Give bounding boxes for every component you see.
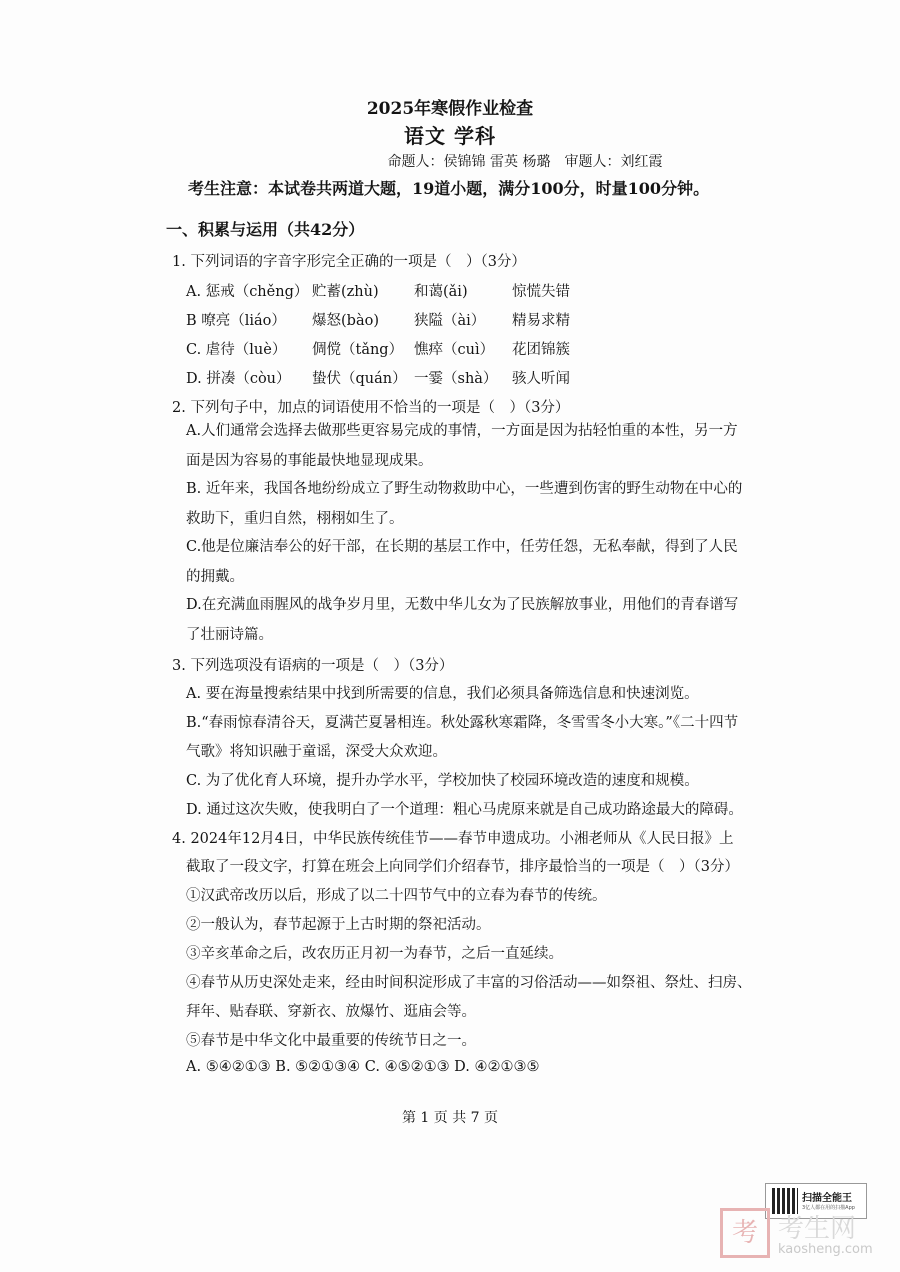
q1-row-d: [186, 367, 632, 388]
q2-option-c: C.他是位廉洁奉公的好干部，在长期的基层工作中，任劳任怨，无私奉献，得到了人民的拥戴。: [186, 539, 738, 585]
q1-c-1: C. 虐待（luè）: [186, 342, 287, 358]
q4-sentence-2: ②一般认为，春节起源于上古时期的祭祀活动。: [186, 917, 491, 933]
exam-title: 2025年寒假作业检查: [366, 99, 534, 119]
q3-option-b-line1: B.“春雨惊春清谷天，夏满芒夏暑相连。秋处露秋寒霜降，冬雪雪冬小大寒。”《二十四节: [186, 715, 739, 731]
exam-notice: 考生注意：本试卷共两道大题，19道小题，满分100分，时量100分钟。: [188, 179, 710, 198]
q2-option-a: A.人们通常会选择去做那些更容易完成的事情，一方面是因为拈轻怕重的本性，另一方面是因为容易的事能最快地显现成果。: [186, 423, 738, 469]
q4-sentence-5: ⑤春节是中华文化中最重要的传统节日之一。: [186, 1033, 476, 1049]
q1-d-2: 蛰伏（quán）: [312, 371, 407, 387]
q1-d-3: 一霎（shà）: [414, 371, 498, 387]
q4-stem-line1: 4. 2024年12月4日，中华民族传统佳节——春节申遗成功。小湘老师从《人民日报》上: [172, 831, 734, 847]
q1-a-4: 惊慌失错: [512, 284, 570, 300]
q1-a-2: 贮蓄(zhù): [312, 284, 379, 300]
q1-b-1: B 嘹亮（liáo）: [186, 313, 286, 329]
page-number: 第 1 页 共 7 页: [401, 1110, 499, 1126]
authors-line: 命题人：侯锦锦 雷英 杨璐 审题人：刘红霞: [387, 154, 663, 170]
q3-option-d: D. 通过这次失败，使我明白了一个道理：粗心马虎原来就是自己成功路途最大的障碍。: [186, 802, 743, 818]
scanner-subtitle: 3亿人都在用的扫描App: [802, 1205, 855, 1211]
q3-option-b-line2: 气歌》将知识融于童谣，深受大众欢迎。: [186, 744, 447, 760]
q1-b-2: 爆怒(bào): [312, 313, 379, 329]
subject-title: 语文 学科: [404, 124, 496, 148]
q2-option-d: D.在充满血雨腥风的战争岁月里，无数中华儿女为了民族解放事业，用他们的青春谱写了壮丽诗篇。: [186, 597, 739, 643]
q4-stem-line2: 截取了一段文字，打算在班会上向同学们介绍春节，排序最恰当的一项是（ ）（3分）: [186, 859, 739, 875]
q1-row-a: [186, 280, 632, 301]
q3-stem: 3. 下列选项没有语病的一项是（ ）（3分）: [172, 658, 454, 674]
q2-option-b: B. 近年来，我国各地纷纷成立了野生动物救助中心，一些遭到伤害的野生动物在中心的救助下，重归自然，栩栩如生了。: [186, 481, 743, 527]
q1-d-4: 骇人听闻: [512, 371, 570, 387]
q3-option-a: A. 要在海量搜索结果中找到所需要的信息，我们必须具备筛选信息和快速浏览。: [186, 686, 699, 702]
q1-row-c: [186, 338, 632, 359]
q1-a-1: A. 惩戒（chěng）: [186, 284, 309, 300]
q3-option-c: C. 为了优化育人环境，提升办学水平，学校加快了校园环境改造的速度和规模。: [186, 773, 699, 789]
section-1-title: 一、积累与运用（共42分）: [166, 220, 365, 239]
q1-b-4: 精易求精: [512, 313, 570, 329]
q1-b-3: 狭隘（ài）: [414, 313, 486, 329]
q1-c-3: 憔瘁（cuì）: [414, 342, 495, 358]
q1-d-1: D. 拼凑（còu）: [186, 371, 291, 387]
q1-c-4: 花团锦簇: [512, 342, 570, 358]
q4-sentence-1: ①汉武帝改历以后，形成了以二十四节气中的立春为春节的传统。: [186, 888, 607, 904]
q4-sentence-3: ③辛亥革命之后，改农历正月初一为春节，之后一直延续。: [186, 946, 563, 962]
q4-sentence-4-line2: 拜年、贴春联、穿新衣、放爆竹、逛庙会等。: [186, 1004, 476, 1020]
q2-stem: 2. 下列句子中，加点的词语使用不恰当的一项是（ ）（3分）: [172, 400, 570, 416]
watermark-logo-icon: 考: [720, 1208, 770, 1258]
q4-sentence-4-line1: ④春节从历史深处走来，经由时间积淀形成了丰富的习俗活动——如祭祖、祭灶、扫房、: [186, 975, 752, 991]
q4-options: A. ⑤④②①③ B. ⑤②①③④ C. ④⑤②①③ D. ④②①③⑤: [186, 1059, 540, 1075]
q1-stem: 1. 下列词语的字音字形完全正确的一项是（ ）（3分）: [172, 254, 526, 270]
watermark-site: kaosheng.com: [778, 1242, 873, 1257]
scanner-brand: 扫描全能王: [802, 1193, 852, 1204]
watermark: [720, 1208, 890, 1260]
watermark-name: 考生网: [778, 1214, 857, 1244]
q1-row-b: [186, 309, 632, 330]
q1-a-3: 和蔼(ǎi): [414, 284, 468, 300]
q1-c-2: 倜傥（tǎng）: [312, 342, 404, 358]
